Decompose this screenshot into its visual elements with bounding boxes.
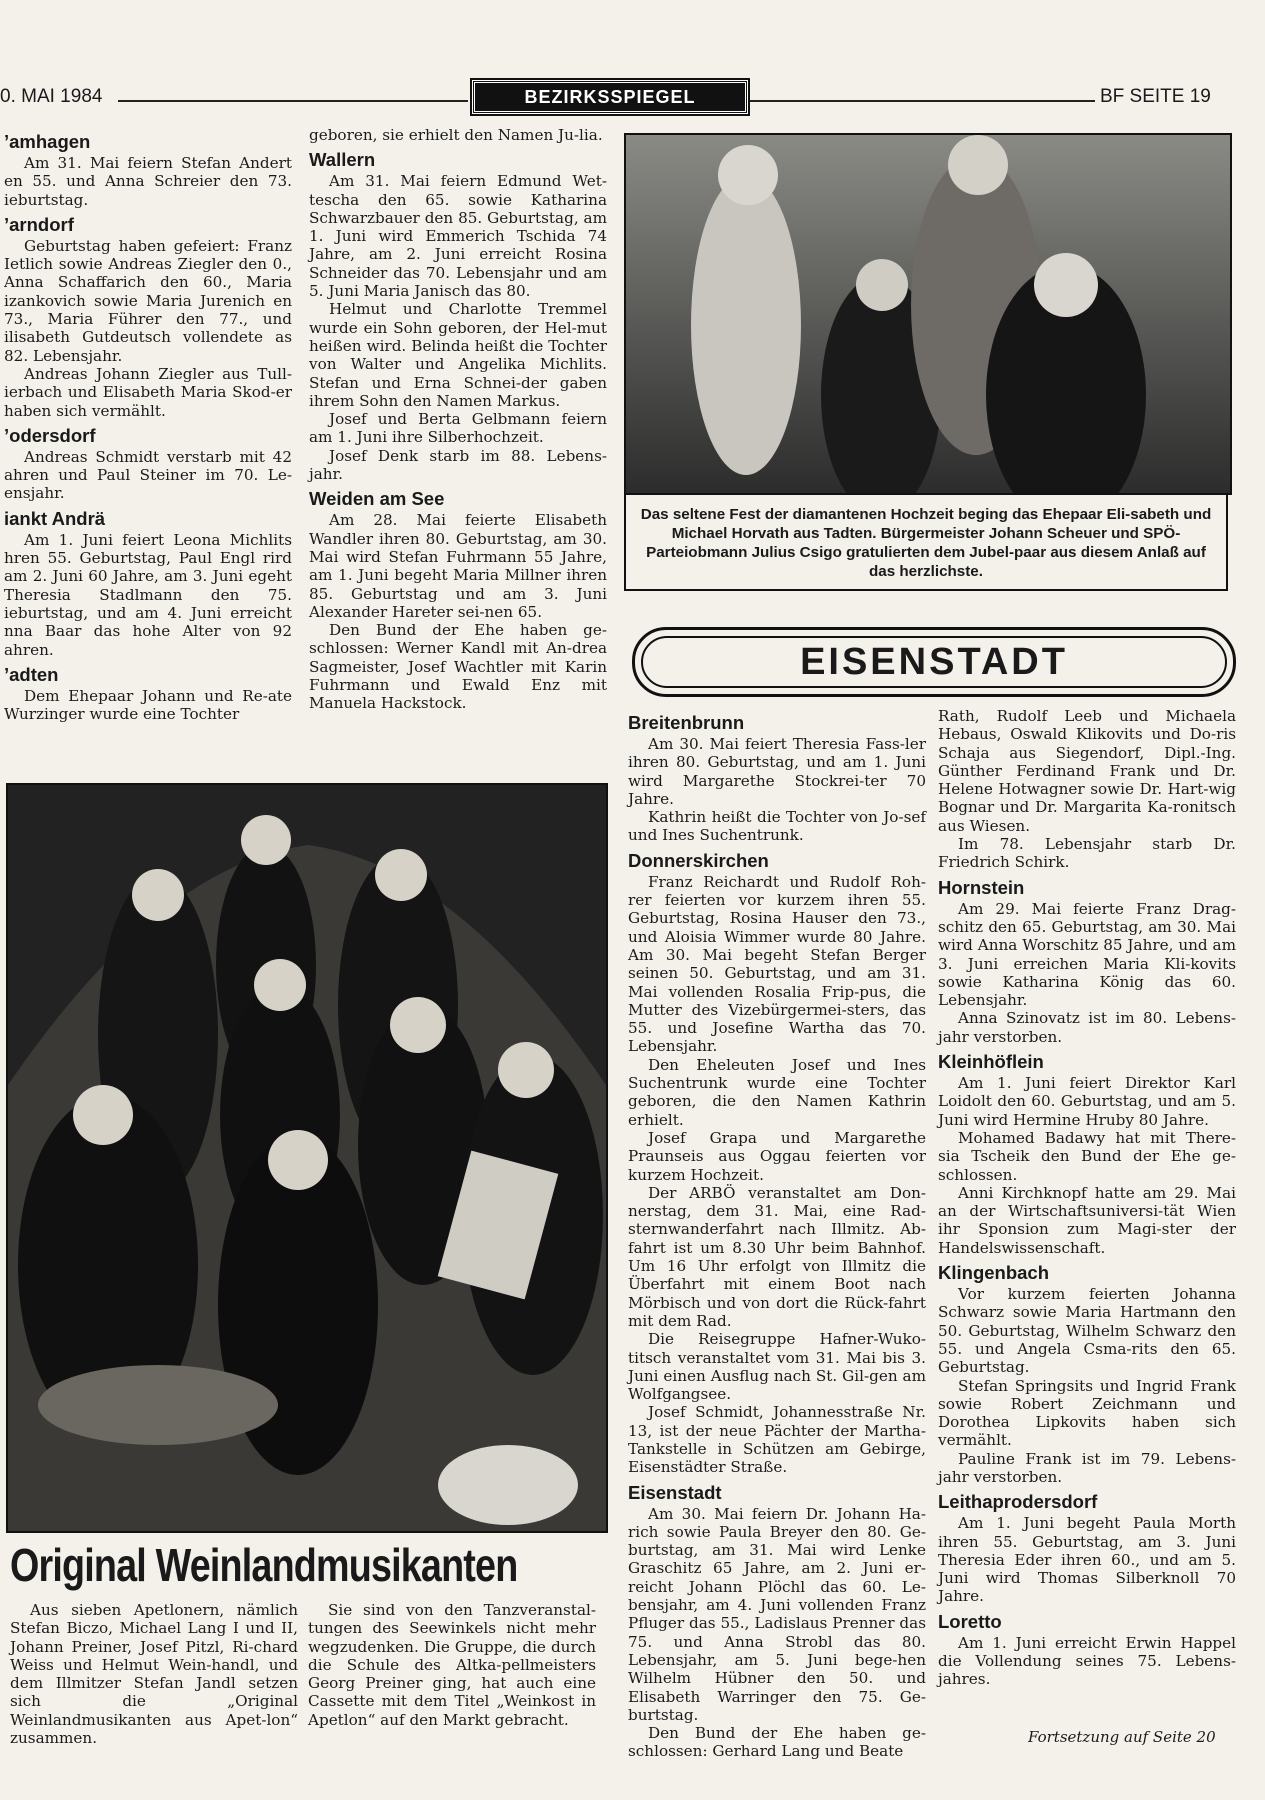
paragraph: Anna Szinovatz ist im 80. Lebens-jahr verstorben. (938, 1009, 1236, 1046)
paragraph: Den Bund der Ehe haben ge-schlossen: Gerhard Lang und Beate (628, 1724, 926, 1761)
paragraph: Andreas Johann Ziegler aus Tull-ierbach und Elisabeth Maria Skod-er haben sich vermählt. (4, 364, 292, 420)
section-heading: Breitenbrunn (628, 712, 745, 733)
paragraph: Dem Ehepaar Johann und Re-ate Wurzinger wurde eine Tochter (4, 686, 292, 724)
photo-band (6, 783, 608, 1533)
paragraph: Die Reisegruppe Hafner-Wuko-titsch veranstaltet vom 31. Mai bis 3. Juni einen Ausflug nach St. Gil-gen am Wolfgangsee. (628, 1330, 926, 1404)
paragraph: Helmut und Charlotte Tremmel wurde ein Sohn geboren, der Hel-mut heißen wird. Belinda heißt die Tochter von Walter und Angelika Michlits. Stefan und Erna Schnei-der gaben ihrem Sohn den Namen Markus. (309, 300, 607, 410)
section-heading: Hornstein (938, 876, 1025, 898)
header-rule-left (118, 100, 468, 102)
banner-title: EISENSTADT (800, 640, 1068, 683)
section-title: BEZIRKSSPIEGEL (472, 80, 748, 114)
page-number: BF SEITE 19 (1100, 86, 1211, 107)
paragraph: Am 1. Juni feiert Direktor Karl Loidolt den 60. Geburtstag, und am 5. Juni wird Hermine Hruby 80 Jahre. (938, 1074, 1236, 1129)
paragraph: Josef und Berta Gelbmann feiern am 1. Juni ihre Silberhochzeit. (309, 410, 607, 447)
section-heading: Donnerskirchen (628, 849, 769, 871)
section-heading: ’amhagen (4, 131, 91, 152)
paragraph: Der ARBÖ veranstaltet am Don-nerstag, dem 31. Mai, eine Rad-sternwanderfahrt nach Illmitz. Ab-fahrt ist um 8.30 Uhr beim Bahnhof. Um 16 Uhr erfolgt von Illmitz die Überfahrt mit einem Boot nach Mörbisch und von dort die Rück-fahrt mit dem Rad. (628, 1183, 926, 1330)
section-heading: ’arndorf (4, 213, 74, 235)
paragraph: Josef Grapa und Margarethe Praunseis aus Oggau feierten vor kurzem Hochzeit. (628, 1128, 926, 1184)
paragraph: Den Eheleuten Josef und Ines Suchentrunk wurde eine Tochter geboren, die den Namen Kathrin erhielt. (628, 1055, 926, 1129)
paragraph: Josef Schmidt, Johannesstraße Nr. 13, ist der neue Pächter der Martha-Tankstelle in Schützen am Gebirge, Eisenstädter Straße. (628, 1403, 926, 1477)
paragraph: Vor kurzem feierten Johanna Schwarz sowie Maria Hartmann den 50. Geburtstag, Wilhelm Schwarz den 55. und Angela Csma-rits den 65. Geburtstag. (938, 1285, 1236, 1377)
photo-caption-box (624, 493, 1228, 591)
header-rule-right (750, 100, 1095, 102)
band-article-right (308, 1601, 596, 1729)
paragraph: Am 1. Juni begeht Paula Morth ihren 55. Geburtstag, am 3. Juni Theresia Eder ihren 60., und am 5. Juni wird Thomas Silberknoll 70 Jahre. (938, 1514, 1236, 1606)
paragraph: Im 78. Lebensjahr starb Dr. Friedrich Schirk. (938, 835, 1236, 872)
photo-wedding-anniversary-image (626, 135, 1230, 493)
issue-date: 0. MAI 1984 (0, 86, 103, 107)
band-article-text-right: Sie sind von den Tanzveranstal-tungen des Seewinkels nicht mehr wegzudenken. Die Gruppe, die durch die Schule des Altka-pellmeisters Georg Preiner ging, hat auch eine Cassette mit dem Titel „Weinkost in Apetlon“ auf den Markt gebracht. (308, 1601, 596, 1729)
section-heading: Kleinhöflein (938, 1051, 1044, 1073)
paragraph: Den Bund der Ehe haben ge-schlossen: Werner Kandl mit An-drea Sagmeister, Josef Wachtler mit Karin Fuhrmann und Ewald Enz mit Manuela Hackstock. (309, 621, 607, 713)
section-heading: Eisenstadt (628, 1481, 722, 1503)
paragraph: Geburtstag haben gefeiert: Franz Ietlich sowie Andreas Ziegler den 0., Anna Schaffarich den 60., Maria izankovich sowie Maria Jurenich en 73., Maria Führer den 77., und ilisabeth Gutdeutsch vollendete as 82. Lebensjahr. (4, 236, 292, 365)
column-4 (938, 707, 1236, 1689)
paragraph: Am 28. Mai feierte Elisabeth Wandler ihren 80. Geburtstag, am 30. Mai wird Stefan Fuhrmann 55 Jahre, am 1. Juni begeht Maria Millner ihren 85. Geburtstag und am 3. Juni Alexander Hareter sei-nen 65. (309, 511, 607, 621)
paragraph: Mohamed Badawy hat mit There-sia Tscheik den Bund der Ehe ge-schlossen. (938, 1128, 1236, 1184)
paragraph: Franz Reichardt und Rudolf Roh-rer feierten vor kurzem ihren 55. Geburtstag, Rosina Hauser den 73., und Aloisia Wimmer wurde 80 Jahre. Am 30. Mai begeht Stefan Berger seinen 50. Geburtstag, und am 31. Mai vollenden Rosalia Frip-pus, die Mutter des Vizebürgermei-sters, das 55. und Josefine Wartha das 70. Lebensjahr. (628, 872, 926, 1056)
eisenstadt-banner (632, 627, 1236, 697)
paragraph: Stefan Springsits und Ingrid Frank sowie Robert Zeichmann und Dorothea Lipkovits haben sich vermählt. (938, 1376, 1236, 1450)
paragraph: Am 30. Mai feiert Theresia Fass-ler ihren 80. Geburtstag, und am 1. Juni wird Margarethe Stockrei-ter 70 Jahre. (628, 735, 926, 808)
column-3 (628, 707, 926, 1761)
paragraph: Am 1. Juni feiert Leona Michlits hren 55. Geburtstag, Paul Engl rird am 2. Juni 60 Jahre, am 3. Juni egeht Theresia Stadlmann den 75. ieburtstag, und am 4. Juni erreicht nna Baar das hohe Alter von 92 ahren. (4, 530, 292, 659)
paragraph: Am 30. Mai feiern Dr. Johann Ha-rich sowie Paula Breyer den 80. Ge-burtstag, am 31. Mai wird Lenke Graschitz 65 Jahre, am 2. Juni er-reicht Johann Plöchl das 60. Le-bensjahr, am 4. Juni vollenden Franz Pfluger das 55., Ladislaus Prenner das 75. und Anna Strobl das 80. Lebensjahr, am 5. Juni bege-hen Wilhelm Hübner den 50. und Elisabeth Warringer den 75. Ge-burtstag. (628, 1504, 926, 1724)
column-2 (309, 126, 607, 713)
photo-wedding-anniversary (624, 133, 1232, 495)
band-article-text-left: Aus sieben Apetlonern, nämlich Stefan Biczo, Michael Lang I und II, Johann Preiner, Josef Pitzl, Ri-chard Weiss und Helmut Wein-handl, und dem Illmitzer Stefan Jandl setzen sich die „Original Weinlandmusikanten aus Apet-lon“ zusammen. (10, 1601, 298, 1748)
section-heading: Wallern (309, 149, 376, 171)
paragraph: Am 31. Mai feiern Stefan Andert en 55. und Anna Schreier den 73. ieburtstag. (4, 154, 292, 209)
paragraph: geboren, sie erhielt den Namen Ju-lia. (309, 126, 603, 144)
section-heading: Leithaprodersdorf (938, 1491, 1098, 1513)
paragraph: Am 31. Mai feiern Edmund Wet-tescha den 65. sowie Katharina Schwarzbauer den 85. Geburtstag, am 1. Juni wird Emmerich Tschida 74 Jahre, am 2. Juni erreicht Rosina Schneider das 70. Lebensjahr und am 5. Juni Maria Janisch das 80. (309, 172, 607, 301)
section-heading: ’odersdorf (4, 424, 96, 446)
photo-band-image (8, 785, 606, 1531)
paragraph: Josef Denk starb im 88. Lebens-jahr. (309, 446, 607, 484)
photo-caption: Das seltene Fest der diamantenen Hochzeit beging das Ehepaar Eli-sabeth und Michael Horvath aus Tadten. Bürgermeister Johann Scheuer und SPÖ-Parteiobmann Julius Csigo gratulierten dem Jubel-paar aus diesem Anlaß auf das herzlichste. (640, 506, 1212, 580)
paragraph: Kathrin heißt die Tochter von Jo-sef und Ines Suchentrunk. (628, 808, 926, 845)
section-heading: ’adten (4, 663, 59, 685)
paragraph: Am 29. Mai feierte Franz Drag-schitz den 65. Geburtstag, am 30. Mai wird Anna Worschitz 85 Jahre, und am 3. Juni erreichen Maria Kli-kovits sowie Katharina König das 60. Lebensjahr. (938, 899, 1236, 1010)
section-heading: Klingenbach (938, 1262, 1050, 1284)
paragraph: Am 1. Juni erreicht Erwin Happel die Vollendung seines 75. Lebens-jahres. (938, 1633, 1236, 1689)
section-heading: Loretto (938, 1610, 1002, 1632)
section-heading: iankt Andrä (4, 507, 106, 529)
paragraph: Rath, Rudolf Leeb und Michaela Hebaus, Oswald Klikovits und Do-ris Schaja aus Siegendorf, Dipl.-Ing. Günther Ferdinand Frank und Dr. Helene Hotwagner sowie Dr. Hart-wig Bognar und Dr. Margarita Ka-ronitsch aus Wiesen. (938, 707, 1236, 835)
paragraph: Anni Kirchknopf hatte am 29. Mai an der Wirtschaftsuniversi-tät Wien ihr Sponsion zum Magi-ster der Handelswissenschaft. (938, 1183, 1236, 1257)
column-1 (4, 126, 292, 723)
band-article-left (10, 1601, 298, 1747)
section-heading: Weiden am See (309, 488, 445, 510)
paragraph: Pauline Frank ist im 79. Lebens-jahr verstorben. (938, 1449, 1236, 1486)
paragraph: Andreas Schmidt verstarb mit 42 ahren und Paul Steiner im 70. Le-ensjahr. (4, 447, 292, 503)
article-title: Original Weinlandmusikanten (10, 1539, 518, 1591)
continuation-note: Fortsetzung auf Seite 20 (1028, 1728, 1216, 1746)
